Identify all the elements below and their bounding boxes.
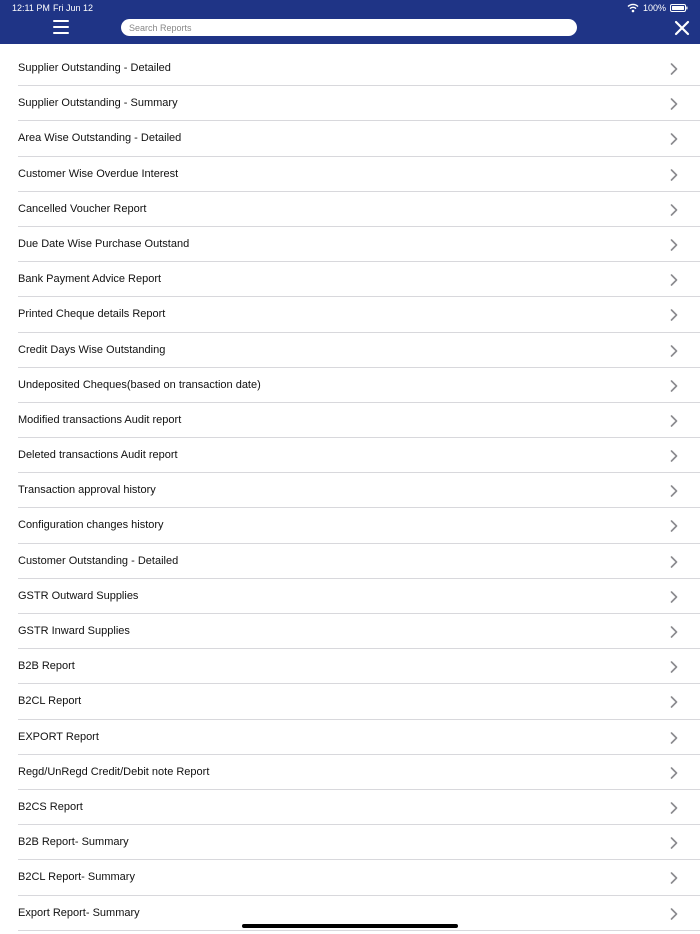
list-item[interactable] xyxy=(18,649,700,684)
chevron-right-icon xyxy=(670,485,678,497)
chevron-right-icon xyxy=(670,626,678,638)
list-item[interactable] xyxy=(18,403,700,438)
status-indicators xyxy=(627,2,688,14)
report-label: Cancelled Voucher Report xyxy=(18,202,147,215)
list-item[interactable] xyxy=(18,262,700,297)
report-label: Customer Wise Overdue Interest xyxy=(18,167,179,180)
hamburger-menu-icon-line xyxy=(53,32,69,34)
report-label: EXPORT Report xyxy=(18,730,99,743)
list-item[interactable] xyxy=(18,544,700,579)
chevron-right-icon xyxy=(670,696,678,708)
chevron-right-icon xyxy=(670,63,678,75)
top-bar xyxy=(0,0,700,44)
chevron-right-icon xyxy=(670,520,678,532)
report-label: GSTR Outward Supplies xyxy=(18,589,139,602)
report-label: Undeposited Cheques(based on transaction date) xyxy=(18,378,261,391)
chevron-right-icon xyxy=(670,837,678,849)
list-item[interactable] xyxy=(18,121,700,156)
list-item[interactable] xyxy=(18,192,700,227)
chevron-right-icon xyxy=(670,872,678,884)
list-item[interactable] xyxy=(18,860,700,895)
chevron-right-icon xyxy=(670,98,678,110)
chevron-right-icon xyxy=(670,591,678,603)
report-label: Printed Cheque details Report xyxy=(18,308,166,321)
chevron-right-icon xyxy=(670,767,678,779)
report-label: Due Date Wise Purchase Outstand xyxy=(18,237,190,250)
list-item[interactable] xyxy=(18,297,700,332)
report-label: Bank Payment Advice Report xyxy=(18,273,162,286)
report-label: Modified transactions Audit report xyxy=(18,413,182,426)
search-input[interactable] xyxy=(129,19,569,36)
reports-list xyxy=(0,51,700,931)
home-indicator[interactable] xyxy=(242,924,458,928)
chevron-right-icon xyxy=(670,556,678,568)
list-item[interactable] xyxy=(18,720,700,755)
list-item[interactable] xyxy=(18,157,700,192)
report-label: Regd/UnRegd Credit/Debit note Report xyxy=(18,765,210,778)
chevron-right-icon xyxy=(670,133,678,145)
report-label: Credit Days Wise Outstanding xyxy=(18,343,166,356)
close-button[interactable] xyxy=(670,16,694,40)
list-item[interactable] xyxy=(18,614,700,649)
report-label: Supplier Outstanding - Summary xyxy=(18,97,178,110)
menu-button[interactable] xyxy=(50,18,72,36)
list-item[interactable] xyxy=(18,333,700,368)
chevron-right-icon xyxy=(670,450,678,462)
report-label: Area Wise Outstanding - Detailed xyxy=(18,132,182,145)
chevron-right-icon xyxy=(670,309,678,321)
search-box[interactable] xyxy=(121,19,577,36)
list-item[interactable] xyxy=(18,579,700,614)
close-icon xyxy=(670,16,694,40)
list-item[interactable] xyxy=(18,508,700,543)
report-label: Customer Outstanding - Detailed xyxy=(18,554,179,567)
report-label: Transaction approval history xyxy=(18,484,156,497)
report-label: B2B Report- Summary xyxy=(18,836,129,849)
report-label: B2CL Report- Summary xyxy=(18,871,135,884)
report-label: B2CS Report xyxy=(18,800,83,813)
list-item[interactable] xyxy=(18,684,700,719)
list-item[interactable] xyxy=(18,755,700,790)
chevron-right-icon xyxy=(670,239,678,251)
chevron-right-icon xyxy=(670,732,678,744)
list-item[interactable] xyxy=(18,51,700,86)
chevron-right-icon xyxy=(670,204,678,216)
battery-percent: 100% xyxy=(642,3,666,13)
list-item[interactable] xyxy=(18,473,700,508)
report-label: B2CL Report xyxy=(18,695,82,708)
hamburger-menu-icon xyxy=(53,20,69,22)
list-item[interactable] xyxy=(18,227,700,262)
status-time: 12:11 PM xyxy=(12,3,50,13)
list-item[interactable] xyxy=(18,790,700,825)
chevron-right-icon xyxy=(670,908,678,920)
report-label: B2B Report xyxy=(18,660,75,673)
wifi-icon xyxy=(627,3,639,13)
chevron-right-icon xyxy=(670,345,678,357)
list-item[interactable] xyxy=(18,825,700,860)
report-label: Export Report- Summary xyxy=(18,906,140,919)
chevron-right-icon xyxy=(670,274,678,286)
list-item[interactable] xyxy=(18,86,700,121)
battery-icon xyxy=(670,4,688,12)
chevron-right-icon xyxy=(670,802,678,814)
list-item[interactable] xyxy=(18,438,700,473)
report-label: Supplier Outstanding - Detailed xyxy=(18,62,171,74)
report-label: Configuration changes history xyxy=(18,519,164,532)
report-label: GSTR Inward Supplies xyxy=(18,625,130,637)
chevron-right-icon xyxy=(670,415,678,427)
status-date: Fri Jun 12 xyxy=(53,3,94,13)
chevron-right-icon xyxy=(670,661,678,673)
report-label: Deleted transactions Audit report xyxy=(18,449,178,462)
hamburger-menu-icon-line xyxy=(53,26,69,28)
chevron-right-icon xyxy=(670,169,678,181)
chevron-right-icon xyxy=(670,380,678,392)
list-item[interactable] xyxy=(18,368,700,403)
